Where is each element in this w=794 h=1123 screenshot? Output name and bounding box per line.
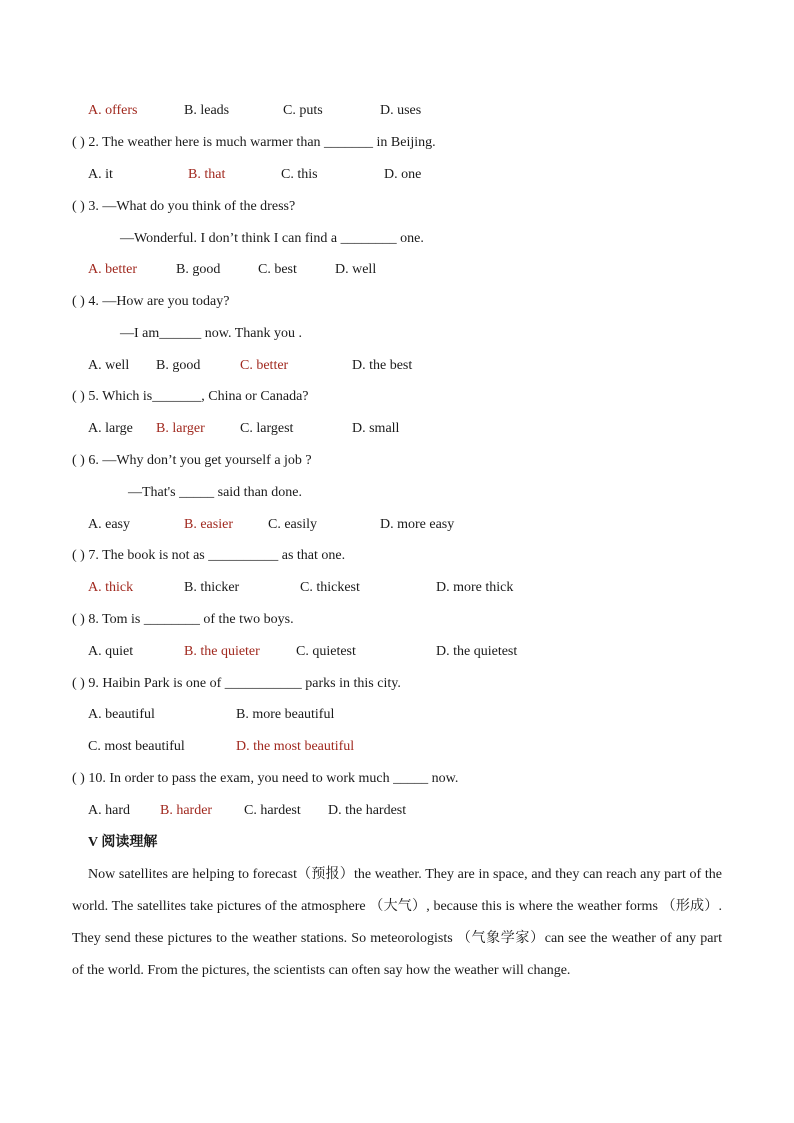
- q3-option-d[interactable]: D. well: [335, 262, 377, 277]
- q8-option-a[interactable]: A. quiet: [88, 644, 134, 659]
- q8-option-c[interactable]: C. quietest: [296, 644, 356, 659]
- q7-option-d[interactable]: D. more thick: [436, 580, 514, 595]
- q10-option-a[interactable]: A. hard: [88, 803, 130, 818]
- reading-passage: [72, 859, 722, 987]
- q9-option-b[interactable]: B. more beautiful: [236, 707, 335, 722]
- q3-stem: ( ) 3. —What do you think of the dress?: [72, 199, 296, 214]
- q10-option-c[interactable]: C. hardest: [244, 803, 301, 818]
- q3-option-a[interactable]: A. better: [88, 262, 137, 277]
- q6-option-c[interactable]: C. easily: [268, 517, 317, 532]
- q7-option-a[interactable]: A. thick: [88, 580, 134, 595]
- q6-option-a[interactable]: A. easy: [88, 517, 130, 532]
- q10-option-b[interactable]: B. harder: [160, 803, 213, 818]
- q8-option-d[interactable]: D. the quietest: [436, 644, 518, 659]
- q4-stem-response: —I am______ now. Thank you .: [120, 326, 302, 341]
- q4-option-b[interactable]: B. good: [156, 358, 201, 373]
- q4-option-d[interactable]: D. the best: [352, 358, 413, 373]
- q4-option-c[interactable]: C. better: [240, 358, 289, 373]
- q2-option-a[interactable]: A. it: [88, 167, 113, 182]
- q9-option-d[interactable]: D. the most beautiful: [236, 739, 355, 754]
- q6-stem: ( ) 6. —Why don’t you get yourself a job ?: [72, 453, 312, 468]
- q2-stem: ( ) 2. The weather here is much warmer than _______ in Beijing.: [72, 135, 436, 150]
- q9-option-c[interactable]: C. most beautiful: [88, 739, 185, 754]
- q10-stem: ( ) 10. In order to pass the exam, you need to work much _____ now.: [72, 771, 459, 786]
- q6-stem-response: —That's _____ said than done.: [128, 485, 302, 500]
- q7-option-b[interactable]: B. thicker: [184, 580, 240, 595]
- q3-option-c[interactable]: C. best: [258, 262, 297, 277]
- q5-option-a[interactable]: A. large: [88, 421, 133, 436]
- section-heading: V 阅读理解: [88, 835, 158, 850]
- q5-option-c[interactable]: C. largest: [240, 421, 294, 436]
- q5-option-b[interactable]: B. larger: [156, 421, 205, 436]
- q9-stem: ( ) 9. Haibin Park is one of ___________ parks in this city.: [72, 676, 401, 691]
- q5-option-d[interactable]: D. small: [352, 421, 400, 436]
- q7-stem: ( ) 7. The book is not as __________ as that one.: [72, 548, 346, 563]
- q6-option-d[interactable]: D. more easy: [380, 517, 455, 532]
- q2-option-d[interactable]: D. one: [384, 167, 422, 182]
- q9-option-a[interactable]: A. beautiful: [88, 707, 155, 722]
- q3-option-b[interactable]: B. good: [176, 262, 221, 277]
- q7-option-c[interactable]: C. thickest: [300, 580, 360, 595]
- q1-option-a[interactable]: A. offers: [88, 103, 138, 118]
- q3-stem-response: —Wonderful. I don’t think I can find a ________ one.: [120, 231, 424, 246]
- q1-option-d[interactable]: D. uses: [380, 103, 422, 118]
- q1-option-c[interactable]: C. puts: [283, 103, 323, 118]
- q8-stem: ( ) 8. Tom is ________ of the two boys.: [72, 612, 294, 627]
- q8-option-b[interactable]: B. the quieter: [184, 644, 260, 659]
- q5-stem: ( ) 5. Which is_______, China or Canada?: [72, 389, 309, 404]
- q4-stem: ( ) 4. —How are you today?: [72, 294, 230, 309]
- q4-option-a[interactable]: A. well: [88, 358, 130, 373]
- passage-text: Now satellites are helping to forecast（预报）the weather. They are in space, and they can reach any part of the world. The satellites take pictures of the atmosphere （大气）, because this is where the weather forms （形成）. They send these pictures to the weather stations. So meteorologists （气象学家）can see the weather of any part of the world. From the pictures, the scientists can often say how the weather will change.: [72, 867, 722, 978]
- q10-option-d[interactable]: D. the hardest: [328, 803, 407, 818]
- q2-option-b[interactable]: B. that: [188, 167, 226, 182]
- q1-option-b[interactable]: B. leads: [184, 103, 230, 118]
- q6-option-b[interactable]: B. easier: [184, 517, 233, 532]
- q2-option-c[interactable]: C. this: [281, 167, 318, 182]
